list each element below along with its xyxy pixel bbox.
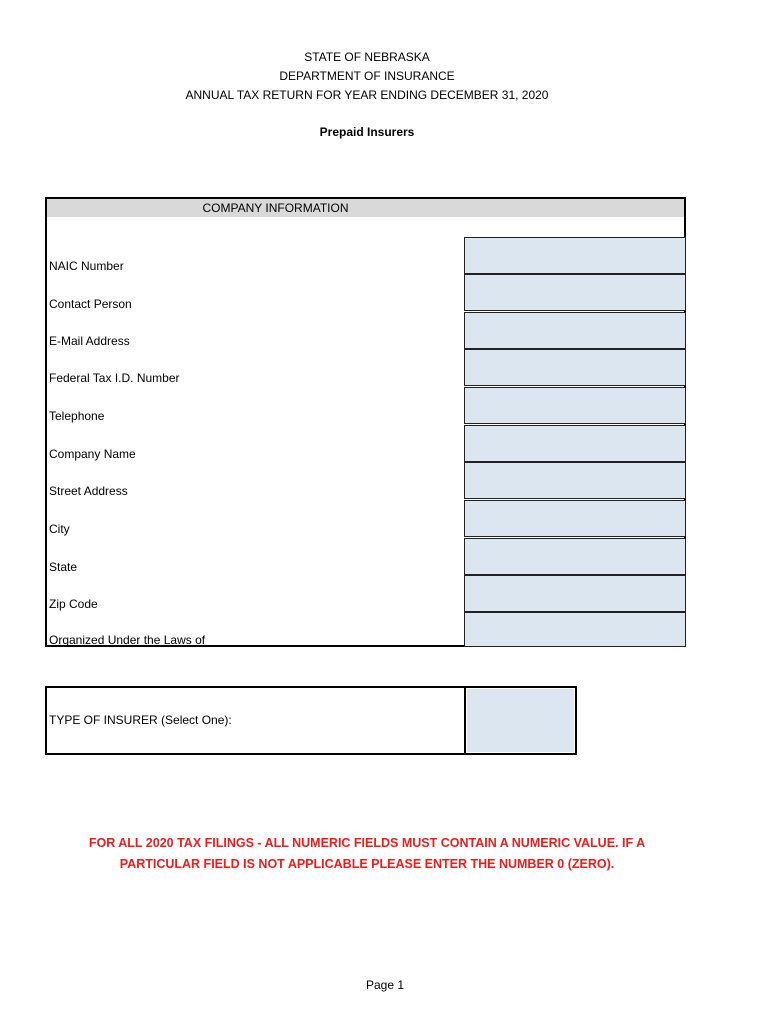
company-name-label: Company Name [49, 447, 136, 461]
page-number: Page 1 [365, 978, 405, 992]
email-address-field[interactable] [464, 312, 686, 349]
city-field[interactable] [464, 500, 686, 537]
organized-under-laws-label: Organized Under the Laws of [49, 633, 206, 647]
organized-under-laws-field[interactable] [464, 612, 686, 647]
email-address-label: E-Mail Address [49, 334, 130, 348]
company-name-field[interactable] [464, 425, 686, 462]
contact-person-label: Contact Person [49, 297, 132, 311]
contact-person-field[interactable] [464, 274, 686, 311]
company-information-section [45, 197, 686, 647]
zip-code-field[interactable] [464, 575, 686, 612]
zip-code-label: Zip Code [49, 597, 98, 611]
notice-line-1: FOR ALL 2020 TAX FILINGS - ALL NUMERIC FIELDS MUST CONTAIN A NUMERIC VALUE. IF A [88, 836, 646, 850]
department-title: DEPARTMENT OF INSURANCE [279, 69, 455, 83]
insurer-type-select[interactable] [467, 689, 574, 752]
insurer-type-section [45, 686, 577, 755]
state-field[interactable] [464, 538, 686, 575]
naic-number-field[interactable] [464, 237, 686, 274]
company-information-title: COMPANY INFORMATION [47, 199, 684, 217]
federal-tax-id-field[interactable] [464, 349, 686, 386]
form-subtitle: Prepaid Insurers [319, 125, 415, 139]
street-address-label: Street Address [49, 484, 128, 498]
telephone-field[interactable] [464, 387, 686, 424]
city-label: City [49, 522, 70, 536]
federal-tax-id-label: Federal Tax I.D. Number [49, 371, 180, 385]
insurer-type-label: TYPE OF INSURER (Select One): [49, 713, 232, 727]
telephone-label: Telephone [49, 409, 105, 423]
notice-line-2: PARTICULAR FIELD IS NOT APPLICABLE PLEASE ENTER THE NUMBER 0 (ZERO). [119, 857, 615, 871]
state-label: State [49, 560, 78, 574]
state-title: STATE OF NEBRASKA [304, 50, 430, 64]
naic-number-label: NAIC Number [49, 259, 124, 273]
street-address-field[interactable] [464, 462, 686, 499]
return-title: ANNUAL TAX RETURN FOR YEAR ENDING DECEMBER 31, 2020 [185, 88, 549, 102]
insurer-type-divider [464, 688, 466, 753]
